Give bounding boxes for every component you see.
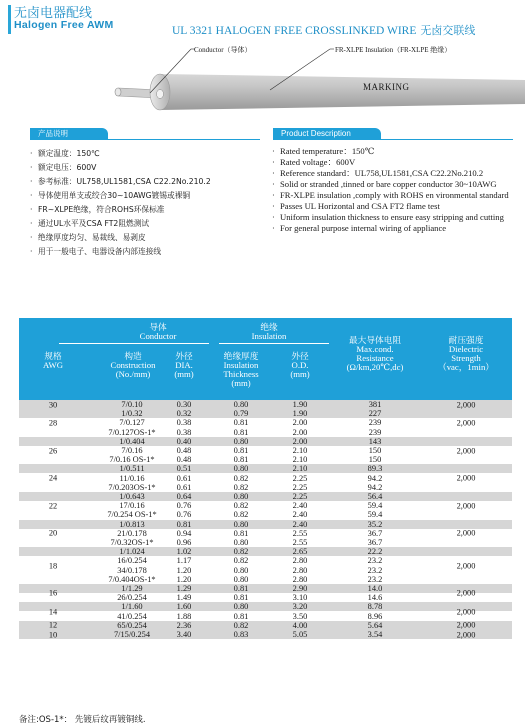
list-item: · Reference standard：UL758,UL1581,CSA C22.2No.210.2 xyxy=(272,168,522,179)
od-cell: 2.80 xyxy=(292,556,308,566)
header-rule-insulation xyxy=(219,343,329,344)
awg-cell: 20 xyxy=(48,528,58,538)
od-cell: 2.00 xyxy=(292,436,308,446)
thickness-cell: 0.82 xyxy=(233,510,249,520)
thickness-cell: 0.83 xyxy=(233,630,249,639)
dia-cell: 1.88 xyxy=(176,611,192,621)
section-heading-cn: 产品说明 xyxy=(30,128,108,139)
resistance-cell: 36.7 xyxy=(367,528,383,538)
resistance-cell: 14.6 xyxy=(367,593,383,603)
dia-cell: 1.29 xyxy=(176,584,192,593)
resistance-cell: 239 xyxy=(368,427,382,437)
od-cell: 2.65 xyxy=(292,547,308,557)
table-row xyxy=(19,510,512,519)
resistance-cell: 239 xyxy=(368,418,382,428)
construction-cell: 7/0.16 xyxy=(121,446,143,455)
header-resistance-cn: 最大导体电阻 xyxy=(348,335,402,345)
thickness-cell: 0.82 xyxy=(233,547,249,557)
dia-cell: 0.51 xyxy=(176,464,192,474)
dia-cell: 0.76 xyxy=(176,501,192,511)
construction-cell: 7/0.32OS-1* xyxy=(110,538,154,547)
thickness-cell: 0.80 xyxy=(233,602,249,612)
cable-illustration xyxy=(0,40,531,140)
resistance-cell: 8.96 xyxy=(367,611,383,621)
dia-cell: 2.36 xyxy=(176,620,192,630)
header-insulation-cn: 绝缘 xyxy=(260,322,278,332)
od-cell: 2.00 xyxy=(292,427,308,437)
thickness-cell: 0.80 xyxy=(233,574,249,584)
construction-cell: 1/0.404 xyxy=(119,436,145,446)
dia-cell: 0.94 xyxy=(176,528,192,538)
thickness-cell: 0.82 xyxy=(233,620,249,630)
dia-cell: 1.20 xyxy=(176,565,192,575)
resistance-cell: 56.4 xyxy=(367,492,383,501)
header-resistance-en2: Resistance xyxy=(356,353,394,363)
header-dia-unit: (mm) xyxy=(174,369,194,379)
resistance-cell: 3.54 xyxy=(367,630,383,639)
list-item: · Rated voltage：600V xyxy=(272,157,522,168)
list-item: · 绝缘厚度均匀、易裁线、易剥皮 xyxy=(30,231,270,245)
header-dia-en: DIA. xyxy=(175,360,193,370)
table-row xyxy=(19,437,512,446)
dia-cell: 0.81 xyxy=(176,519,192,529)
awg-cell: 28 xyxy=(48,418,58,428)
spec-table-header xyxy=(19,318,512,402)
thickness-cell: 0.82 xyxy=(233,482,249,492)
product-title xyxy=(172,22,475,38)
header-construction-en: Construction xyxy=(110,360,156,370)
category-title-en: Halogen Free AWM xyxy=(14,19,114,31)
header-resistance-unit: (Ω/km,20℃,dc) xyxy=(346,362,404,372)
resistance-cell: 150 xyxy=(368,455,382,465)
strength-cell: 2,000 xyxy=(456,446,476,456)
description-list-en xyxy=(272,146,522,234)
resistance-cell: 23.2 xyxy=(367,565,383,575)
thickness-cell: 0.82 xyxy=(233,473,249,483)
header-resistance-en1: Max.cond. xyxy=(356,344,394,354)
dia-cell: 1.02 xyxy=(176,547,192,557)
construction-cell: 65/0.254 xyxy=(117,620,147,630)
resistance-cell: 14.0 xyxy=(367,584,383,593)
construction-cell: 7/0.404OS-1* xyxy=(108,574,156,584)
dia-cell: 0.61 xyxy=(176,482,192,492)
resistance-cell: 150 xyxy=(368,446,382,455)
construction-cell: 21/0.178 xyxy=(117,528,147,538)
table-row xyxy=(19,547,512,556)
construction-cell: 1/1.60 xyxy=(121,602,143,612)
construction-cell: 7/0.127OS-1* xyxy=(108,427,156,437)
thickness-cell: 0.82 xyxy=(233,501,249,511)
dia-cell: 0.48 xyxy=(176,446,192,455)
construction-cell: 1/0.32 xyxy=(121,409,143,419)
dia-cell: 0.61 xyxy=(176,473,192,483)
resistance-cell: 22.2 xyxy=(367,547,383,557)
od-cell: 2.90 xyxy=(292,584,308,593)
strength-cell: 2,000 xyxy=(456,418,476,428)
header-rule-conductor xyxy=(59,343,209,344)
awg-cell: 16 xyxy=(48,588,58,598)
list-item: · 额定电压：600V xyxy=(30,161,270,175)
construction-cell: 1/1.29 xyxy=(121,584,143,593)
construction-cell: 1/1.024 xyxy=(119,547,145,557)
od-cell: 3.50 xyxy=(292,611,308,621)
table-row xyxy=(19,538,512,547)
construction-cell: 7/0.203OS-1* xyxy=(108,482,156,492)
header-dielectric-en2: Strength xyxy=(451,353,481,363)
thickness-cell: 0.80 xyxy=(233,436,249,446)
list-item: · Uniform insulation thickness to ensure easy stripping and cutting xyxy=(272,212,522,223)
resistance-cell: 381 xyxy=(368,400,382,409)
od-cell: 1.90 xyxy=(292,400,308,409)
resistance-cell: 59.4 xyxy=(367,510,383,520)
od-cell: 2.00 xyxy=(292,418,308,428)
marking-label: MARKING xyxy=(363,82,410,92)
table-row xyxy=(19,409,512,418)
header-thickness-en1: Insulation xyxy=(223,360,259,370)
awg-cell: 22 xyxy=(48,501,58,511)
od-cell: 2.40 xyxy=(292,519,308,529)
table-row xyxy=(19,575,512,584)
construction-cell: 1/0.813 xyxy=(119,519,145,529)
od-cell: 2.55 xyxy=(292,528,308,538)
header-od-cn: 外径 xyxy=(291,351,309,361)
dia-cell: 1.49 xyxy=(176,593,192,603)
awg-cell: 14 xyxy=(48,607,58,617)
dia-cell: 3.40 xyxy=(176,630,192,639)
strength-cell: 2,000 xyxy=(456,630,476,640)
awg-cell: 10 xyxy=(48,630,58,640)
strength-cell: 2,000 xyxy=(456,400,476,410)
product-title-cn: 无卤交联线 xyxy=(420,24,476,37)
dia-cell: 0.48 xyxy=(176,455,192,465)
strength-cell: 2,000 xyxy=(456,561,476,571)
construction-cell: 7/0.10 xyxy=(121,400,143,409)
table-row xyxy=(19,428,512,437)
thickness-cell: 0.82 xyxy=(233,556,249,566)
resistance-cell: 36.7 xyxy=(367,538,383,547)
dia-cell: 0.38 xyxy=(176,427,192,437)
thickness-cell: 0.80 xyxy=(233,538,249,547)
thickness-cell: 0.81 xyxy=(233,611,249,621)
thickness-cell: 0.80 xyxy=(233,400,249,409)
od-cell: 2.40 xyxy=(292,510,308,520)
strength-cell: 2,000 xyxy=(456,607,476,617)
od-cell: 2.80 xyxy=(292,574,308,584)
list-item: · Passes UL Horizontal and CSA FT2 flame test xyxy=(272,201,522,212)
strength-cell: 2,000 xyxy=(456,473,476,483)
header-awg-en: AWG xyxy=(42,360,64,370)
od-cell: 2.10 xyxy=(292,446,308,455)
list-item: · Rated temperature：150℃ xyxy=(272,146,522,157)
insulation-label: FR-XLPE Insulation（FR-XLPE 绝缘） xyxy=(335,46,452,54)
description-list-cn xyxy=(30,147,270,259)
thickness-cell: 0.81 xyxy=(233,427,249,437)
od-cell: 2.10 xyxy=(292,464,308,474)
resistance-cell: 227 xyxy=(368,409,382,419)
construction-cell: 7/15/0.254 xyxy=(113,630,151,639)
header-insulation-en: Insulation xyxy=(251,331,287,341)
od-cell: 2.25 xyxy=(292,473,308,483)
awg-cell: 18 xyxy=(48,561,58,571)
list-item: · 导体使用单支或绞合30~10AWG镀锡或裸铜 xyxy=(30,189,270,203)
construction-cell: 41/0.254 xyxy=(117,611,147,621)
list-item: · FR~XLPE绝缘，符合ROHS环保标准 xyxy=(30,203,270,217)
construction-cell: 16/0.254 xyxy=(117,556,147,566)
dia-cell: 0.40 xyxy=(176,436,192,446)
dia-cell: 0.96 xyxy=(176,538,192,547)
awg-cell: 24 xyxy=(48,473,58,483)
od-cell: 3.20 xyxy=(292,602,308,612)
header-dia-cn: 外径 xyxy=(175,351,193,361)
header-construction-unit: (No./mm) xyxy=(115,369,151,379)
header-dielectric-cn: 耐压强度 xyxy=(448,335,484,345)
construction-cell: 34/0.178 xyxy=(117,565,147,575)
od-cell: 2.25 xyxy=(292,482,308,492)
header-awg-cn: 规格 xyxy=(44,351,62,361)
dia-cell: 0.76 xyxy=(176,510,192,520)
awg-cell: 26 xyxy=(48,446,58,456)
resistance-cell: 94.2 xyxy=(367,482,383,492)
header-construction-cn: 构造 xyxy=(124,351,142,361)
construction-cell: 11/0.16 xyxy=(119,473,145,483)
construction-cell: 7/0.16 OS-1* xyxy=(109,455,155,465)
category-title-cn: 无卤电器配线 xyxy=(14,6,93,21)
construction-cell: 26/0.254 xyxy=(117,593,147,603)
header-thickness-unit: (mm) xyxy=(231,378,251,388)
od-cell: 2.80 xyxy=(292,565,308,575)
list-item: · FR-XLPE insulation ,comply with ROHS en vironmental standard xyxy=(272,190,522,201)
thickness-cell: 0.81 xyxy=(233,584,249,593)
strength-cell: 2,000 xyxy=(456,501,476,511)
header-thickness-cn: 绝缘厚度 xyxy=(223,351,259,361)
section-heading-en: Product Description xyxy=(273,128,381,139)
od-cell: 4.00 xyxy=(292,620,308,630)
od-cell: 2.40 xyxy=(292,501,308,511)
od-cell: 2.10 xyxy=(292,455,308,465)
header-accent-bar xyxy=(8,5,11,34)
thickness-cell: 0.81 xyxy=(233,593,249,603)
header-od-unit: (mm) xyxy=(290,369,310,379)
table-row xyxy=(19,455,512,464)
list-item: · 额定温度：150℃ xyxy=(30,147,270,161)
resistance-cell: 89.3 xyxy=(367,464,383,474)
awg-cell: 30 xyxy=(48,400,58,410)
od-cell: 1.90 xyxy=(292,409,308,419)
awg-cell: 12 xyxy=(48,620,58,630)
section-rule-en xyxy=(273,139,513,140)
construction-cell: 1/0.511 xyxy=(119,464,145,474)
thickness-cell: 0.80 xyxy=(233,492,249,501)
thickness-cell: 0.81 xyxy=(233,446,249,455)
header-conductor-cn: 导体 xyxy=(149,322,167,332)
resistance-cell: 94.2 xyxy=(367,473,383,483)
header-conductor-en: Conductor xyxy=(139,331,177,341)
thickness-cell: 0.80 xyxy=(233,519,249,529)
thickness-cell: 0.81 xyxy=(233,528,249,538)
header-od-en: O.D. xyxy=(291,360,309,370)
dia-cell: 0.30 xyxy=(176,400,192,409)
construction-cell: 1/0.643 xyxy=(119,492,145,501)
construction-cell: 7/0.254 OS-1* xyxy=(107,510,157,520)
dia-cell: 1.60 xyxy=(176,602,192,612)
table-row xyxy=(19,492,512,501)
thickness-cell: 0.80 xyxy=(233,464,249,474)
dia-cell: 0.38 xyxy=(176,418,192,428)
table-row xyxy=(19,483,512,492)
dia-cell: 1.17 xyxy=(176,556,192,566)
thickness-cell: 0.81 xyxy=(233,455,249,465)
od-cell: 2.25 xyxy=(292,492,308,501)
construction-cell: 17/0.16 xyxy=(119,501,145,511)
resistance-cell: 143 xyxy=(368,436,382,446)
footnote: 备注:OS-1*： 先镀后纹再镀铜线. xyxy=(19,715,146,725)
dia-cell: 0.32 xyxy=(176,409,192,419)
resistance-cell: 23.2 xyxy=(367,574,383,584)
od-cell: 3.10 xyxy=(292,593,308,603)
strength-cell: 2,000 xyxy=(456,528,476,538)
strength-cell: 2,000 xyxy=(456,620,476,630)
conductor-label: Conductor（导体） xyxy=(194,46,252,54)
thickness-cell: 0.81 xyxy=(233,418,249,428)
od-cell: 2.55 xyxy=(292,538,308,547)
resistance-cell: 23.2 xyxy=(367,556,383,566)
product-title-en: UL 3321 HALOGEN FREE CROSSLINKED WIRE xyxy=(172,25,417,37)
header-dielectric-unit: （vac，1min） xyxy=(438,362,494,372)
list-item: · 参考标准：UL758,UL1581,CSA C22.2No.210.2 xyxy=(30,175,270,189)
table-row xyxy=(19,520,512,529)
thickness-cell: 0.80 xyxy=(233,565,249,575)
table-row xyxy=(19,464,512,473)
resistance-cell: 5.64 xyxy=(367,620,383,630)
resistance-cell: 8.78 xyxy=(367,602,383,612)
list-item: · For general purpose internal wiring of appliance xyxy=(272,223,522,234)
construction-cell: 7/0.127 xyxy=(119,418,145,428)
list-item: · Solid or stranded ,tinned or bare copper conductor 30~10AWG xyxy=(272,179,522,190)
insulation-body xyxy=(160,74,525,110)
header-dielectric-en1: Dielectric xyxy=(448,344,484,354)
resistance-cell: 59.4 xyxy=(367,501,383,511)
dia-cell: 0.64 xyxy=(176,492,192,501)
thickness-cell: 0.79 xyxy=(233,409,249,419)
list-item: · 通过UL水平及CSA FT2阻燃测试 xyxy=(30,217,270,231)
strength-cell: 2,000 xyxy=(456,588,476,598)
section-rule-cn xyxy=(30,139,260,140)
dia-cell: 1.20 xyxy=(176,574,192,584)
resistance-cell: 35.2 xyxy=(367,519,383,529)
list-item: · 用于一般电子、电器设备内部连接线 xyxy=(30,245,270,259)
od-cell: 5.05 xyxy=(292,630,308,639)
header-thickness-en2: Thickness xyxy=(223,369,259,379)
